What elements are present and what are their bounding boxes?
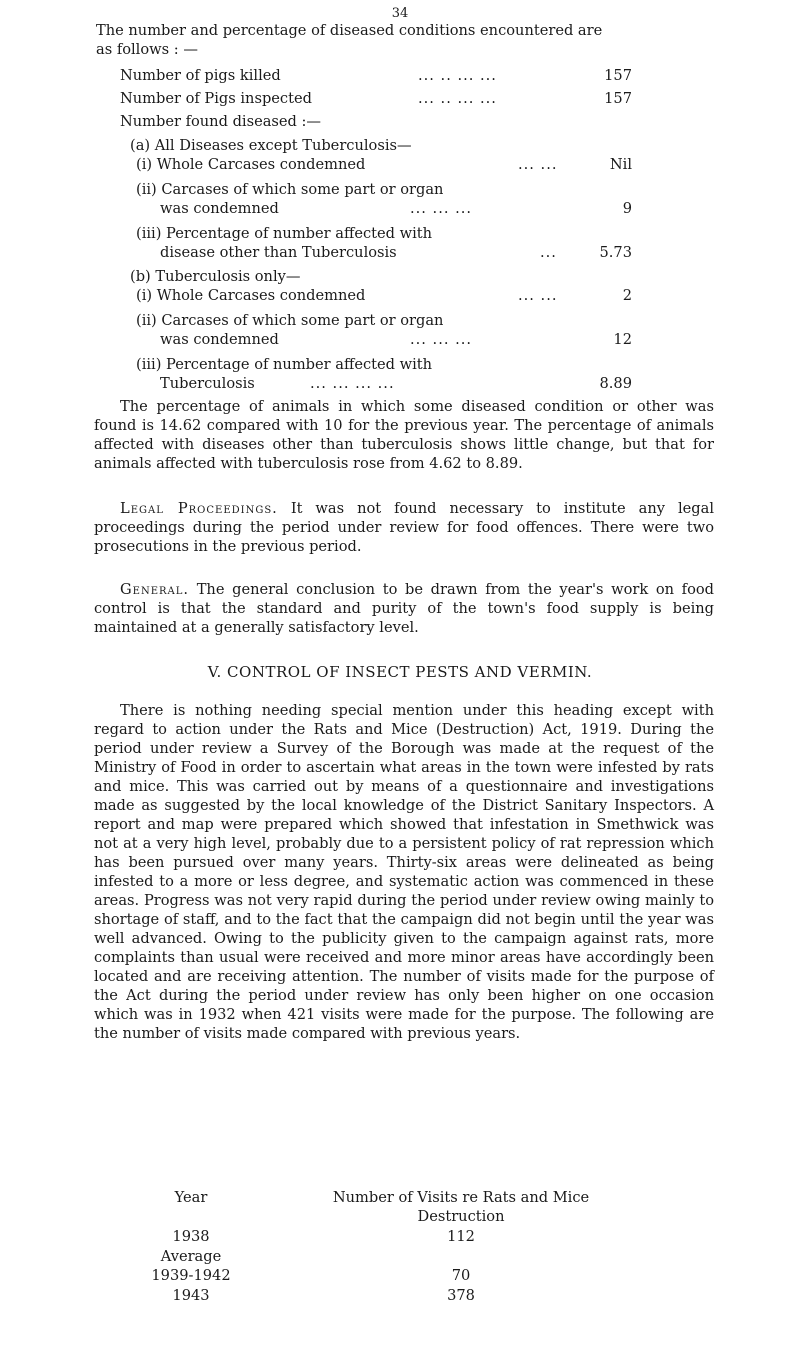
section-b-ii-value: 12	[613, 331, 632, 348]
section-a-i-value: Nil	[609, 156, 632, 173]
general-heading: General.	[120, 581, 190, 598]
table-row-1943-year: 1943	[172, 1287, 210, 1304]
table-row-1938-visits: 112	[447, 1228, 475, 1245]
section-b-iii-value: 8.89	[599, 375, 632, 392]
leader-dots: ... ...	[518, 156, 558, 173]
page-number: 34	[391, 6, 409, 21]
section-a-heading: (a) All Diseases except Tuberculosis—	[130, 137, 412, 154]
leader-dots: ... ...	[518, 287, 558, 304]
table-row-1943-visits: 378	[447, 1287, 475, 1304]
section-b-ii-label-1: (ii) Carcases of which some part or organ	[136, 312, 444, 329]
table-row-average-visits: 70	[451, 1267, 471, 1284]
stat-pigs-killed-value: 157	[604, 67, 632, 84]
insect-pests-paragraph: There is nothing needing special mention under this heading except with regard to action under the Rats and Mice (Destruction) Act, 1919. During the period under review a Survey of the Borough was made at the request of the Ministry of Food in order to ascertain what areas in the town were infested by rats and mice. This was carried out by means of a questionnaire and investigations made as suggested by the local knowledge of the District Sanitary Inspectors. A report and map were prepared which showed that infestation in Smethwick was not at a very high level, probably due to a persistent policy of rat repression which has been pursued over many years. Thirty-six areas were delineated as being infested to a more or less degree, and systematic action was commenced in these areas. Progress was not very rapid during the period under review owing mainly to shortage of staff, and to the fact that the campaign did not begin until the year was well advanced. Owing to the publicity given to the campaign against rats, more complaints than usual were received and more minor areas have accordingly been located and are receiving attention. The number of visits made for the purpose of the Act during the period under review has only been higher on one occasion which was in 1932 when 421 visits were made for the purpose. The following are the number of visits made compared with previous years.	[94, 702, 714, 1042]
section-a-iii-value: 5.73	[599, 244, 632, 261]
leader-dots: ...	[540, 244, 557, 261]
section-b-i-label: (i) Whole Carcases condemned	[136, 287, 366, 304]
leader-dots: ... ... ... ...	[310, 375, 395, 392]
stat-pigs-inspected-value: 157	[604, 90, 632, 107]
table-row-1938-year: 1938	[172, 1228, 210, 1245]
section-a-ii-label-2: was condemned	[160, 200, 279, 217]
table-header-visits-1: Number of Visits re Rats and Mice	[332, 1189, 590, 1206]
section-b-heading: (b) Tuberculosis only—	[130, 268, 301, 285]
leader-dots: ... .. ... ...	[418, 67, 497, 84]
section-a-ii-value: 9	[622, 200, 632, 217]
intro-line-2: as follows : —	[96, 41, 198, 58]
legal-proceedings-heading: Legal Proceedings.	[120, 500, 278, 517]
percentage-paragraph: The percentage of animals in which some diseased condition or other was found is 14.62 compared with 10 for the previous year. The percentage of animals affected with diseases other than tuberculosis shows little change, but that for animals affected with tuberculosis rose from 4.62 to 8.89.	[94, 398, 714, 472]
leader-dots: ... ... ...	[410, 331, 473, 348]
general-paragraph: General. The general conclusion to be drawn from the year's work on food control is that the standard and purity of the town's food supply is being maintained at a generally satisfactory level.	[94, 581, 714, 636]
table-header-year: Year	[174, 1189, 208, 1206]
legal-proceedings-paragraph: Legal Proceedings. It was not found necessary to institute any legal proceedings during the period under review for food offences. There were two prosecutions in the previous period.	[94, 500, 714, 555]
section-b-i-value: 2	[622, 287, 632, 304]
section-a-i-label: (i) Whole Carcases condemned	[136, 156, 366, 173]
table-header-visits-2: Destruction	[417, 1208, 505, 1225]
stat-pigs-inspected-label: Number of Pigs inspected	[120, 90, 312, 107]
section-b-ii-label-2: was condemned	[160, 331, 279, 348]
section-a-ii-label-1: (ii) Carcases of which some part or organ	[136, 181, 444, 198]
table-row-average-label: Average	[160, 1248, 222, 1265]
table-row-average-years: 1939-1942	[151, 1267, 231, 1284]
section-a-iii-label-1: (iii) Percentage of number affected with	[136, 225, 433, 242]
leader-dots: ... ... ...	[410, 200, 473, 217]
intro-line-1: The number and percentage of diseased conditions encountered are	[96, 22, 603, 39]
section-a-iii-label-2: disease other than Tuberculosis	[160, 244, 397, 261]
leader-dots: ... .. ... ...	[418, 90, 497, 107]
section-heading: V. CONTROL OF INSECT PESTS AND VERMIN.	[207, 663, 593, 681]
section-b-iii-label-1: (iii) Percentage of number affected with	[136, 356, 433, 373]
stat-found-diseased-label: Number found diseased :—	[120, 113, 322, 130]
section-b-iii-label-2: Tuberculosis	[160, 375, 255, 392]
stat-pigs-killed-label: Number of pigs killed	[120, 67, 281, 84]
